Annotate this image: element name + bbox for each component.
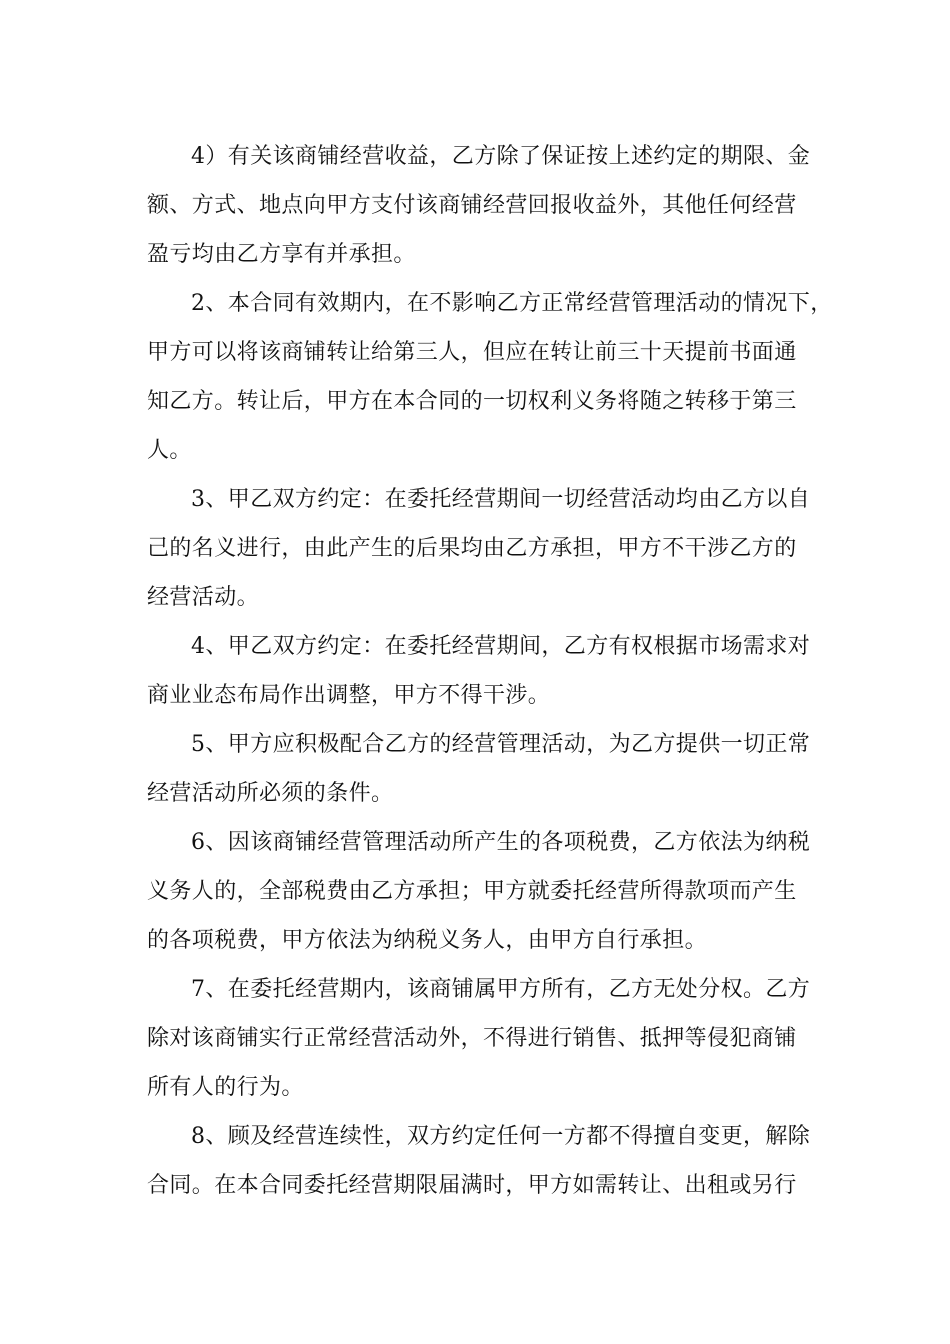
- text-line: 额、方式、地点向甲方支付该商铺经营回报收益外，其他任何经营: [147, 193, 797, 218]
- paragraph-clause-7: [147, 965, 811, 1112]
- paragraph-clause-4-sub: [147, 132, 811, 279]
- text-line: 义务人的，全部税费由乙方承担；甲方就委托经营所得款项而产生: [147, 879, 797, 904]
- document-body: [147, 132, 833, 1210]
- text-line: 8、顾及经营连续性，双方约定任何一方都不得擅自变更，解除: [191, 1124, 811, 1149]
- text-line: 6、因该商铺经营管理活动所产生的各项税费，乙方依法为纳税: [191, 830, 811, 855]
- text-line: 除对该商铺实行正常经营活动外，不得进行销售、抵押等侵犯商铺: [147, 1026, 797, 1051]
- text-line: 经营活动。: [147, 585, 260, 610]
- text-line: 4、甲乙双方约定：在委托经营期间，乙方有权根据市场需求对: [191, 634, 811, 659]
- text-line: 7、在委托经营期内，该商铺属甲方所有，乙方无处分权。乙方: [191, 977, 811, 1002]
- text-line: 所有人的行为。: [147, 1075, 304, 1100]
- text-line: 人。: [147, 438, 192, 463]
- text-line: 2、本合同有效期内，在不影响乙方正常经营管理活动的情况下，: [191, 291, 833, 316]
- paragraph-clause-3: [147, 475, 811, 622]
- text-line: 4）有关该商铺经营收益，乙方除了保证按上述约定的期限、金: [191, 144, 811, 169]
- text-line: 经营活动所必须的条件。: [147, 781, 394, 806]
- text-line: 甲方可以将该商铺转让给第三人，但应在转让前三十天提前书面通: [147, 340, 797, 365]
- text-line: 盈亏均由乙方享有并承担。: [147, 242, 416, 267]
- paragraph-clause-2: [147, 279, 833, 475]
- paragraph-clause-8: [147, 1112, 811, 1210]
- text-line: 合同。在本合同委托经营期限届满时，甲方如需转让、出租或另行: [147, 1173, 797, 1198]
- text-line: 商业业态布局作出调整，甲方不得干涉。: [147, 683, 551, 708]
- text-line: 5、甲方应积极配合乙方的经营管理活动，为乙方提供一切正常: [191, 732, 811, 757]
- text-line: 的各项税费，甲方依法为纳税义务人，由甲方自行承担。: [147, 928, 708, 953]
- text-line: 己的名义进行，由此产生的后果均由乙方承担，甲方不干涉乙方的: [147, 536, 797, 561]
- paragraph-clause-4: [147, 622, 811, 720]
- text-line: 3、甲乙双方约定：在委托经营期间一切经营活动均由乙方以自: [191, 487, 811, 512]
- paragraph-clause-5: [147, 720, 811, 818]
- paragraph-clause-6: [147, 818, 811, 965]
- text-line: 知乙方。转让后，甲方在本合同的一切权利义务将随之转移于第三: [147, 389, 797, 414]
